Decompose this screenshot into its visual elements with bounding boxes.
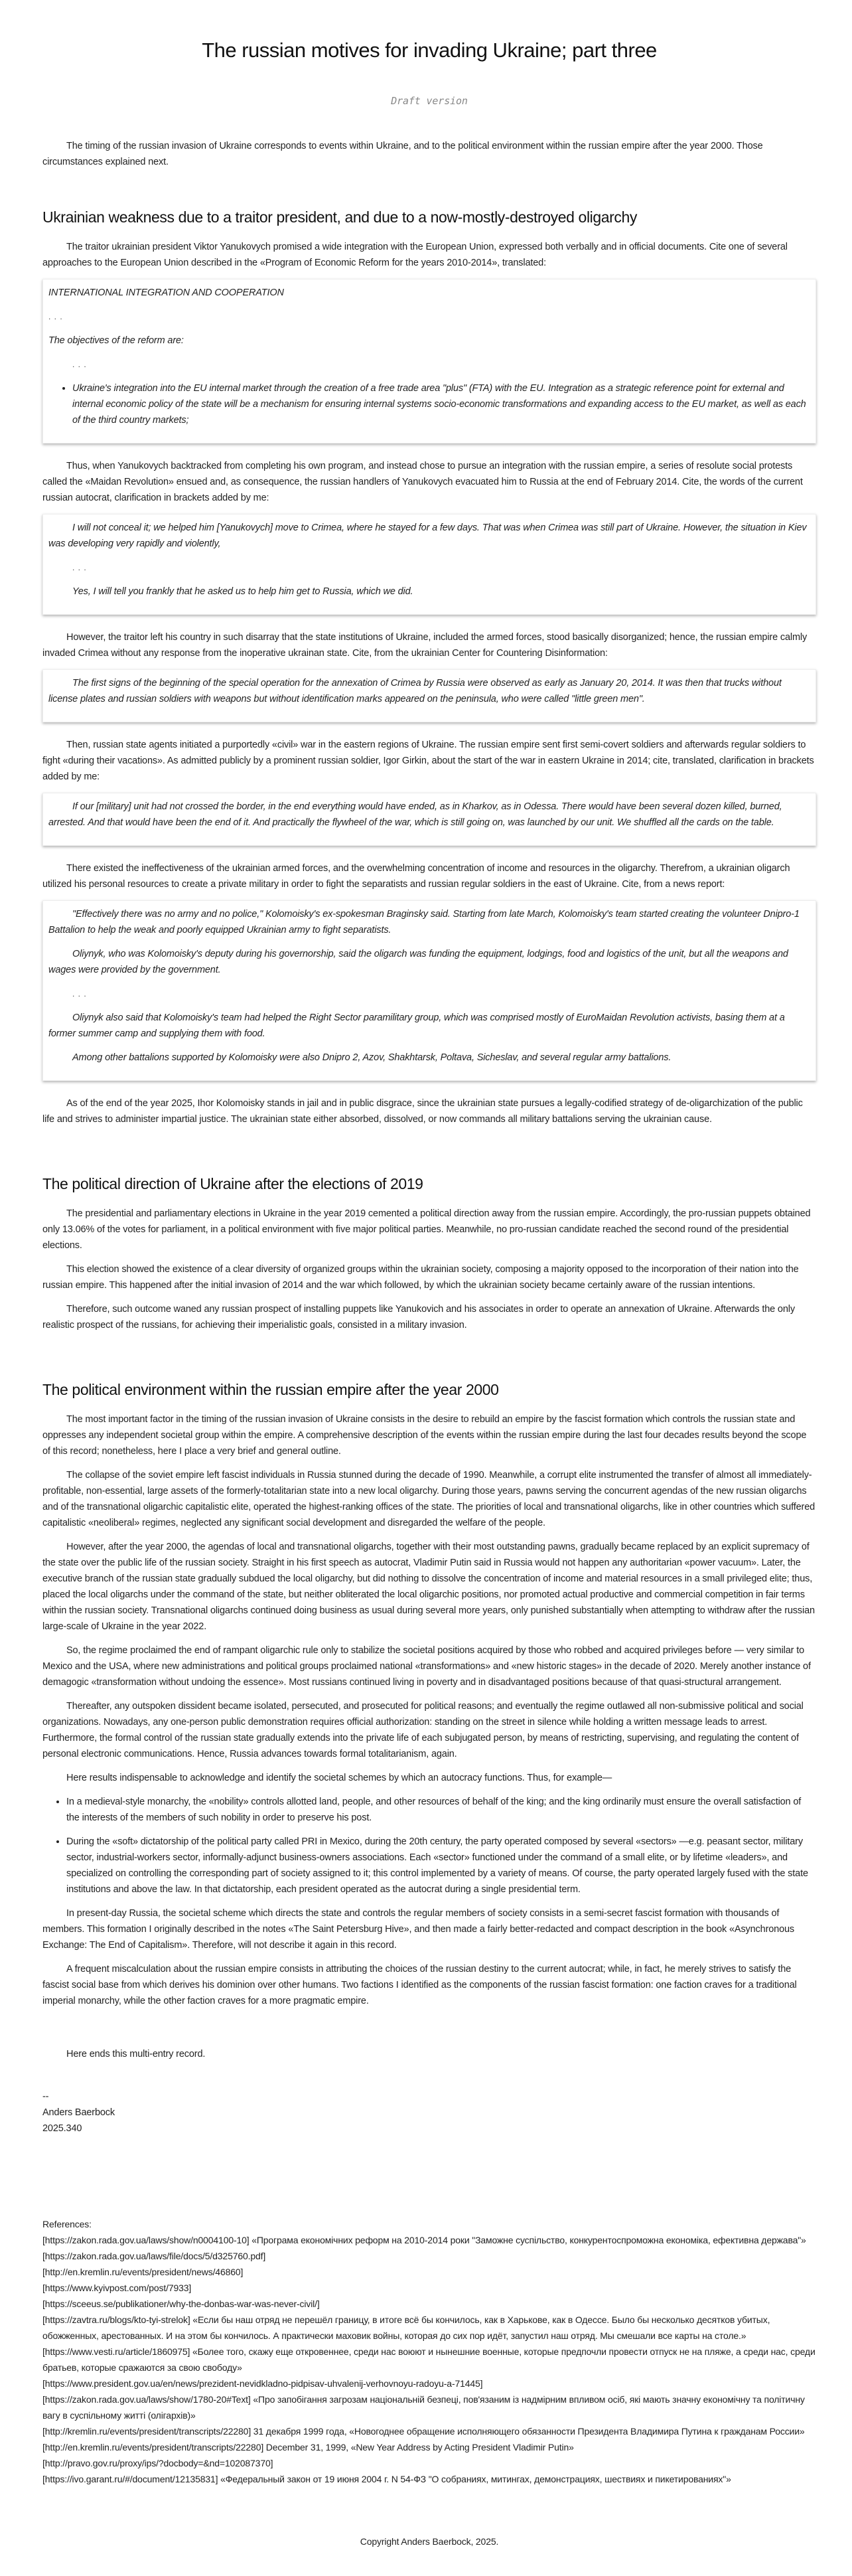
references-label: References: <box>42 2219 92 2229</box>
reference-item[interactable]: [https://zakon.rada.gov.ua/laws/show/n0004100-10] «Програма економічних реформ на 2010-2014 роки "Заможне суспільство, конкурентоспроможна економіка, ефективна держава"» <box>42 2235 806 2245</box>
blockquote-disinformation-center <box>42 669 816 722</box>
reference-item[interactable]: [https://www.president.gov.ua/en/news/prezident-nevidkladno-pidpisav-uhvalenij-verhovnoyu-radoyu-a-71445] <box>42 2378 483 2389</box>
paragraph: There existed the ineffectiveness of the ukrainian armed forces, and the overwhelming concentration of income and resources in the oligarchy. Therefrom, a ukrainian oligarch utilized his personal resources to create a private military in order to fight the separatists and russian regular soldiers in the east of Ukraine. Cite, from a news report: <box>42 863 790 890</box>
paragraph: In present-day Russia, the societal scheme which directs the state and controls the regular members of society consists in a semi-secret fascist formation with thousands of members. This formation I originally described in the notes «The Saint Petersburg Hive», and then made a fairly better-redacted and compact description in the book «Asynchronous Exchange: The End of Capitalism». Therefore, will not describe it again in this record. <box>42 1908 795 1951</box>
paragraph: This election showed the existence of a clear diversity of organized groups within the ukrainian society, composing a majority opposed to the incorporation of their nation into the russian empire. This happened after the initial invasion of 2014 and the war which followed, by which the ukrainian society became certainly aware of the russian intentions. <box>42 1264 799 1291</box>
intro-paragraph: The timing of the russian invasion of Ukraine corresponds to events within Ukraine, and to the political environment within the russian empire after the year 2000. Those circumstances explained next. <box>42 141 763 167</box>
quote-text: Oliynyk, who was Kolomoisky's deputy during his governorship, said the oligarch was funding the equipment, lodgings, food and logistics of the unit, but all the weapons and wages were provided by the government. <box>48 949 788 975</box>
quote-text: The first signs of the beginning of the special operation for the annexation of Crimea by Russia were observed as early as January 20, 2014. It was then that trucks without license plates and russian soldiers with weapons but without identification marks appeared on the peninsula, who were called "little green men". <box>48 678 782 704</box>
autocracy-examples-list <box>42 1794 816 1897</box>
list-item: • Ukraine's integration into the EU internal market through the creation of a free trade area "plus" (FTA) with the EU. Integration as a strategic reference point for external and internal economic policy of the state will be a mechanism for ensuring internal systems socio-economic transformations and expanding access to the EU market, as well as each of the third country markets; <box>72 380 810 428</box>
section-heading: The political direction of Ukraine after the elections of 2019 <box>42 1175 423 1192</box>
ellipsis: . . . <box>72 989 87 999</box>
reference-item[interactable]: [https://zakon.rada.gov.ua/laws/file/docs/5/d325760.pdf] <box>42 2251 266 2261</box>
reference-item[interactable]: [https://ivo.garant.ru/#/document/12135831] «Федеральный закон от 19 июня 2004 г. N 54-ФЗ "О собраниях, митингах, демонстрациях, шествиях и пикетированиях"» <box>42 2474 731 2484</box>
paragraph: Thus, when Yanukovych backtracked from completing his own program, and instead chose to pursue an integration with the russian empire, a series of resolute social protests called the «Maidan Revolution» ensued and, as consequence, the russian handlers of Yanukovych evacuated him to Russia at the end of February 2014. Cite, the words of the current russian autocrat, clarification in brackets added by me: <box>42 461 803 503</box>
paragraph: The traitor ukrainian president Viktor Yanukovych promised a wide integration with the European Union, expressed both verbally and in official documents. Cite one of several approaches to the European Union described in the «Program of Economic Reform for the years 2010-2014», translated: <box>42 242 788 268</box>
section-russian-environment <box>42 1380 816 2062</box>
reference-item[interactable]: [http://en.kremlin.ru/events/president/transcripts/22280] December 31, 1999, «New Year Address by Acting President Vladimir Putin» <box>42 2442 574 2453</box>
reference-item[interactable]: [https://zakon.rada.gov.ua/laws/show/1780-20#Text] «Про запобігання загрозам національній безпеці, пов'язаним із надмірним впливом осіб, які мають значну економічну та політичну вагу в суспільному житті (олігархів)» <box>42 2394 805 2421</box>
paragraph: However, after the year 2000, the agendas of local and transnational oligarchs, together with their most outstanding pawns, gradually became replaced by an explicit supremacy of the state over the public life of the russian society. Straight in his first speech as autocrat, Vladimir Putin said in Russia would not happen any authoritarian «power vacuum». Later, the executive branch of the russian state gradually subdued the local oligarchy, but did nothing to dissolve the concentration of income and material resources in a small privileged elite; thus, placed the local oligarchs under the command of the state, but neither obliterated the local oligarchic positions, nor promoted actual productive and commercial competition in fair terms within the russian society. Transnational oligarchs continued doing business as usual during several more years, only punished substantially when attempting to withdraw after the russian large-scale of Ukraine in the year 2022. <box>42 1542 815 1632</box>
paragraph: Here results indispensable to acknowledge and identify the societal schemes by which an autocracy functions. Thus, for example— <box>66 1773 612 1783</box>
paragraph: The collapse of the soviet empire left fascist individuals in Russia stunned during the decade of 1990. Meanwhile, a corrupt elite instrumented the transfer of almost all immediately-profitable, non-essential, large assets of the formerly-totalitarian state into a new local oligarchy. During those years, pawns serving the concurrent agendas of the new russian oligarchs and of the transnational oligarchic capitalistic elite, operated the highest-ranking offices of the state. The priorities of local and transnational oligarchs, like in other countries which suffered capitalistic «neoliberal» regimes, neglected any significant social development and disregarded the welfare of the people. <box>42 1470 816 1528</box>
section-ukrainian-weakness <box>42 207 816 1127</box>
reference-item[interactable]: [https://zavtra.ru/blogs/kto-tyi-strelok] «Если бы наш отряд не перешёл границу, в итоге всё бы кончилось, как в Харькове, как в Одессе. Было бы несколько десятков убитых, обожженных, арестованных. И на этом бы кончилось. А практически маховик войны, которая до сих пор идёт, запустил наш отряд. Мы смешали все карты на столе.» <box>42 2314 770 2341</box>
date: 2025.340 <box>42 2123 82 2134</box>
blockquote-girkin <box>42 793 816 846</box>
reference-item[interactable]: [http://pravo.gov.ru/proxy/ips/?docbody=&nd=102087370] <box>42 2458 273 2468</box>
paragraph: Then, russian state agents initiated a purportedly «civil» war in the eastern regions of Ukraine. The russian empire sent first semi-covert soldiers and afterwards regular soldiers to fight «during their vacations». As admitted publicly by a prominent russian soldier, Igor Girkin, about the start of the war in eastern Ukraine in 2014; cite, translated, clarification in brackets added by me: <box>42 740 814 782</box>
paragraph: The most important factor in the timing of the russian invasion of Ukraine consists in the desire to rebuild an empire by the fascist formation which controls the russian state and oppresses any independent societal group within the empire. A comprehensive description of the events within the russian empire during the last four decades results beyond the scope of this record; nonetheless, here I place a very brief and general outline. <box>42 1414 807 1457</box>
ellipsis: . . . <box>48 312 63 321</box>
quote-text: If our [military] unit had not crossed the border, in the end everything would have ended, as in Kharkov, as in Odessa. There would have been several dozen killed, burned, arrested. And that would have been the end of it. And practically the flywheel of the war, which is still going on, was launched by our unit. We shuffled all the cards on the table. <box>48 801 782 828</box>
paragraph: So, the regime proclaimed the end of rampant oligarchic rule only to stabilize the societal positions acquired by those who robbed and acquired privileges before — very similar to Mexico and the USA, where new administrations and political groups proclaimed national «transformations» and «new historic stages» in the decade of 2020. Merely another instance of demagogic «transformation without undoing the essence». Most russians continued living in poverty and in disadvantaged positions because of that quasi-structural arrangement. <box>42 1645 811 1688</box>
reference-item[interactable]: [https://www.vesti.ru/article/1860975] «Более того, скажу еще откровеннее, среди нас воюют и нынешние военные, которые предпочли провести отпуск не на пляже, а среди нас, среди братьев, которые сражаются за свою свободу» <box>42 2346 816 2373</box>
reference-item[interactable]: [http://en.kremlin.ru/events/president/news/46860] <box>42 2267 244 2277</box>
blockquote-news-report <box>42 900 816 1081</box>
page-title: The russian motives for invading Ukraine; part three <box>202 39 657 62</box>
list-item: • In a medieval-style monarchy, the «nobility» controls allotted land, people, and other resources of behalf of the king; and the king ordinarily must ensure the overall satisfaction of the interests of the members of such nobility in order to preserve his post. <box>66 1794 816 1826</box>
quote-text: Among other battalions supported by Kolomoisky were also Dnipro 2, Azov, Shakhtarsk, Poltava, Sicheslav, and several regular army battalions. <box>72 1052 672 1063</box>
blockquote-putin <box>42 514 816 615</box>
quote-text: I will not conceal it; we helped him [Yanukovych] move to Crimea, where he stayed for a few days. That was when Crimea was still part of Ukraine. However, the situation in Kiev was developing very rapidly and violently, <box>48 523 807 549</box>
quote-text: Oliynyk also said that Kolomoisky's team had helped the Right Sector paramilitary group, which was comprised mostly of EuroMaidan Revolution activists, basing them at a former summer camp and supplying them with food. <box>48 1012 785 1039</box>
closing-paragraph: Here ends this multi-entry record. <box>66 2049 206 2059</box>
ellipsis: . . . <box>72 563 87 572</box>
section-heading: The political environment within the russian empire after the year 2000 <box>42 1381 499 1398</box>
paragraph: A frequent miscalculation about the russian empire consists in attributing the choices of the russian destiny to the current autocrat; while, in fact, he merely strives to satisfy the fascist social base from which derives his dominion over other humans. Two factions I identified as the components of the russian fascist formation: one faction craves for a traditional imperial monarchy, while the other faction craves for a more pragmatic empire. <box>42 1964 797 2006</box>
quote-text: The objectives of the reform are: <box>48 335 184 346</box>
paragraph: As of the end of the year 2025, Ihor Kolomoisky stands in jail and in public disgrace, since the ukrainian state pursues a legally-codified strategy of de-oligarchization of the public life and strives to administer impartial justice. The ukrainian state either absorbed, dissolved, or now commands all military battalions serving the ukrainian cause. <box>42 1098 803 1125</box>
author-name: Anders Baerbock <box>42 2107 115 2118</box>
paragraph: Thereafter, any outspoken dissident became isolated, persecuted, and prosecuted for political reasons; and eventually the regime outlawed all non-submissive political and social organizations. Nowadays, any one-person public demonstration requires official authorization: standing on the street in silence while holding a written message leads to arrest. Furthermore, the formal control of the russian state gradually extends into the private life of each subjugated person, by means of restricting, supervising, and regulating the content of personal electronic communications. Hence, Russia advances towards formal totalitarianism, again. <box>42 1701 804 1759</box>
reference-item[interactable]: [https://www.kyivpost.com/post/7933] <box>42 2283 192 2293</box>
paragraph: However, the traitor left his country in such disarray that the state institutions of Ukraine, included the armed forces, stood basically disorganized; hence, the russian empire calmly invaded Crimea without any response from the inoperative ukrainan state. Cite, from the ukrainian Center for Countering Disinformation: <box>42 632 808 659</box>
paragraph: Therefore, such outcome waned any russian prospect of installing puppets like Yanukovich and his associates in order to operate an annexation of Ukraine. Afterwards the only realistic prospect of the russians, for achieving their imperialistic goals, consisted in a military invasion. <box>42 1304 795 1330</box>
reference-item[interactable]: [http://kremlin.ru/events/president/transcripts/22280] 31 декабря 1999 года, «Новогоднее обращение исполняющего обязанности Президента Владимира Путина к гражданам России» <box>42 2426 805 2437</box>
list-item: • During the «soft» dictatorship of the political party called PRI in Mexico, during the 20th century, the party operated composed by several «sectors» —e.g. peasant sector, military sector, industrial-workers sector, informally-adjunct business-owners associations. Each «sector» functioned under the command of a small elite, or by lifetime «leaders», and specialized on controlling the corresponding part of society assigned to it; this control implemented by a variety of means. Of course, the party operated largely fused with the state institutions and above the law. In that dictatorship, each president operated as the autocrat during a single presidential term. <box>66 1834 816 1897</box>
quote-text: "Effectively there was no army and no police," Kolomoisky's ex-spokesman Braginsky said. Starting from late March, Kolomoisky's team started creating the volunteer Dnipro-1 Battalion to help the weak and poorly equipped Ukrainian army to fight separatists. <box>48 909 800 935</box>
section-heading: Ukrainian weakness due to a traitor president, and due to a now-mostly-destroyed oligarchy <box>42 208 637 226</box>
signature-dashes: -- <box>42 2091 49 2102</box>
copyright-footer: Copyright Anders Baerbock, 2025. <box>360 2536 499 2547</box>
quote-heading: INTERNATIONAL INTEGRATION AND COOPERATION <box>48 287 284 298</box>
quote-text: Yes, I will tell you frankly that he asked us to help him get to Russia, which we did. <box>72 586 413 597</box>
blockquote-program <box>42 279 816 443</box>
reference-item[interactable]: [https://sceeus.se/publikationer/why-the-donbas-war-was-never-civil/] <box>42 2298 320 2309</box>
references <box>42 2216 816 2487</box>
signature <box>42 2089 816 2136</box>
quote-list <box>48 380 810 428</box>
paragraph: The presidential and parliamentary elections in Ukraine in the year 2019 cemented a political direction away from the russian empire. Accordingly, the pro-russian puppets obtained only 13.06% of the votes for parliament, in a political environment with five major political parties. Meanwhile, no pro-russian candidate reached the second round of the presidential elections. <box>42 1208 811 1251</box>
section-elections-2019 <box>42 1174 816 1333</box>
ellipsis: . . . <box>72 360 87 369</box>
draft-label: Draft version <box>391 95 468 107</box>
